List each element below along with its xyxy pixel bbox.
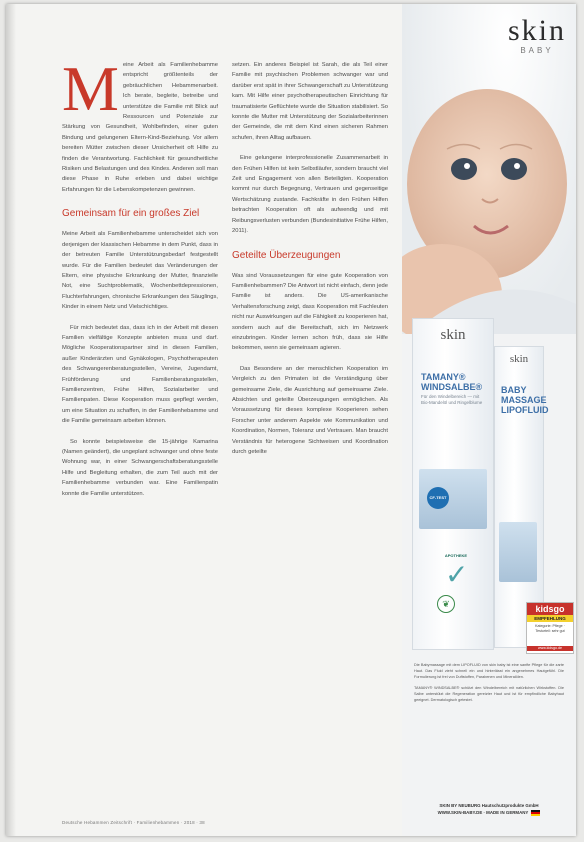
kidsgo-url: www.kidsgo.de — [527, 646, 573, 651]
bottle-logo: skin — [509, 353, 529, 365]
article-paragraph: eine Arbeit als Familienhebamme entspricht größtenteils der gebräuchlichen Hebammenarbeit. Ich berate, begleite, betreibe und unterstütze die Familie mit Blick auf Ressourcen und Potenziale zur Stärkung von Gesundheit, Wohlbefinden, einer guten Bindung und gelungenen Eltern-Kind-Beziehung. Vor allem bereiten Mütter zwischen dieser Unsicherheit oft Hilfe zu finden die Verantwortung. Fachlichkeit für gesundheitliche Risiken und Belastungen und des Kindes. Anderen soll man diese Phase in Ruhe erleben und dabei wichtige Erfahrungen für die Lebenskompetenzen gewinnen. — [62, 62, 218, 193]
article-column-2 — [232, 60, 388, 830]
website-url: WWW.SKIN-BABY.DE · MADE IN GERMANY — [437, 810, 529, 815]
article-paragraph: Für mich bedeutet das, dass ich in der Arbeit mit diesen Familien vielfältige Konzepte anbieten muss und darf. Mögliche Kooperationspartner sind in diesen Familien, außer Kinderärzten und Gynäkologen, Psychotherapeuten des Schwangerenberatungsstellen, Vereine, Jugendamt, Frühförderung und Familienberatungsstellen, Familienzentren, Frühe Hilfen, Sozialarbeiter und Familienpaten. Diese Kooperation muss gepflegt werden, um eine Situation zu schaffen, in der Familienhebamme und die Familie gemeinsam arbeiten können. — [62, 324, 218, 425]
logo-text: skin — [507, 14, 566, 47]
ad-description — [414, 662, 564, 703]
article-paragraph: Das Besondere an der menschlichen Kooperation im Vergleich zu den Primaten ist die Verständigung über gemeinsame Ziele, die Ausrichtung auf gemeinsame Ziele. Absichten und geteilte Überzeugungen ermöglichen. Als Voraussetzung für dieses komplexe Kooperieren sehen Forscher unter anderem Aspekte wie Kommunikation und Koordination, Normen, Toleranz und Vertrauen. Man braucht Verständnis für heterogene Sichtweisen und Koordination durch geteilte — [232, 365, 388, 455]
article-paragraph: setzen. Ein anderes Beispiel ist Sarah, die als Teil einer Familie mit psychischen Problemen schwanger war und darüber erst spät in ihrer Schwangerschaft zu Unterstützung kam. Mit Hilfe einer psychotherapeutischen Einrichtung für traumatisierte Geflüchtete wurde die Situation stabilisiert. So konnte die Mutter mit Unterstützung der Sozialarbeiterinnen der Gemeinde, die mit dem Kind einen sicheren Rahmen schufen, ihren Alltag aufbauen. — [232, 62, 388, 141]
product-title: BABY MASSAGE LIPOFLUID — [501, 385, 549, 415]
test-badge: CF-TEST — [427, 487, 449, 509]
page-footer: Deutsche Hebammen Zeitschrift · Familienhebammen · 2018 · 38 — [62, 820, 205, 825]
company-name: SKIN BY NEUBURG Hautschutzprodukte GmbH — [439, 803, 539, 808]
checkmark-icon: ✓ — [445, 559, 469, 590]
logo-subtitle: BABY — [520, 46, 554, 55]
section-heading: Gemeinsam für ein großes Ziel — [62, 208, 200, 220]
product-illustration — [499, 522, 537, 582]
german-flag-icon — [531, 810, 540, 816]
ad-footer — [414, 802, 564, 816]
page-spine — [6, 4, 16, 836]
kidsgo-badge — [526, 602, 574, 654]
advertisement — [402, 4, 576, 836]
kidsgo-detail: Kategorie: Pflege · Testurteil: sehr gut — [535, 624, 565, 633]
magazine-page — [6, 4, 576, 836]
kidsgo-logo: kidsgo — [527, 603, 573, 615]
box-logo: skin — [440, 327, 466, 343]
product-title: TAMANY® WINDSALBE® — [421, 372, 483, 392]
article-paragraph: Was sind Voraussetzungen für eine gute Kooperation von Familienhebammen? Die Antwort ist nicht einfach, denn jede Familie ist anders. Die US-amerikanische Verhaltensforschung zeigt, dass Kooperation mit Fachleuten nicht nur Auswirkungen auf die Fähigkeit zu kooperieren hat, sondern auch auf die Bereitschaft, sich im Netzwerk einzubringen. Kinder lernen schon früh, dass sie Hilfe bekommen, wenn sie gemeinsam agieren. — [232, 272, 388, 352]
article-paragraph: Eine gelungene interprofessionelle Zusammenarbeit in den Frühen Hilfen ist kein Selbstläufer, sondern braucht viel Zeit und Engagement von allen Beteiligten. Kooperation kommt nur durch Begegnung, Vertrauen und gegenseitige Wertschätzung zustande. Fachkräfte in den Frühen Hilfen betrachten Kooperation oft als aufwendig und mit Reibungsverlusten verbunden (Bundesinitiative Frühe Hilfen, 2011). — [232, 155, 388, 235]
apotheke-label: APOTHEKE — [444, 553, 468, 558]
article-paragraph: So konnte beispielsweise die 15-jährige Kamarina (Namen geändert), die ungeplant schwanger und ohne feste Wohnung war, in einer Schwangerschaftsberatungsstelle Hilfe und Begleitung erhalten, die zum Teil auch mit der Familienhebamme verbunden war. Eine Familienpatin konnte die Familie unterstützen. — [62, 438, 218, 497]
leaf-icon: ❦ — [437, 595, 455, 613]
product-subtitle: Für den Windelbereich — mit Bio-Mandelöl und Ringelblume — [421, 394, 483, 405]
ad-paragraph: Die Babymassage mit dem LIPOFLUID von skin baby ist eine sanfte Pflege für die zarte Haut. Das Fluid zieht schnell ein und hinterlässt ein angenehmes Hautgefühl. Die Formulierung ist frei von Duftstoffen, Parabenen und Mineralölen. — [414, 663, 564, 680]
section-heading: Geteilte Überzeugungen — [232, 249, 341, 261]
windsalbe-box — [412, 318, 494, 650]
website-line — [414, 809, 564, 816]
article-paragraph: Meine Arbeit als Familienhebamme unterscheidet sich von derjenigen der klassischen Hebamme in dem Punkt, dass in der betreuten Familie Unterstützungsbedarf festgestellt wurde. Für die Familien bedeutet das Veränderungen der Eltern, eine physische Erkrankung der Mutter, finanzielle Not, eine Suchtproblematik, Wochenbettdepressionen, Fluchterfahrungen, chronische Erkrankungen des Säuglings, Kinder in einem Netz und Vielschichtiges. — [62, 231, 218, 311]
product-group — [402, 290, 576, 650]
article-column-1 — [62, 60, 218, 830]
baby-photo — [402, 4, 576, 334]
drop-cap: M — [62, 60, 119, 124]
kidsgo-empfehlung: EMPFEHLUNG — [527, 615, 573, 622]
ad-paragraph: TAMANY® WINDSALBE® schützt den Windelbereich mit natürlichen Wirkstoffen. Die Salbe unterstützt die Regeneration gereizter Haut und ist für empfindliche Babyhaut geeignet. Dermatologisch getestet. — [414, 685, 564, 703]
brand-logo — [508, 16, 566, 55]
apotheke-badge — [431, 539, 481, 589]
